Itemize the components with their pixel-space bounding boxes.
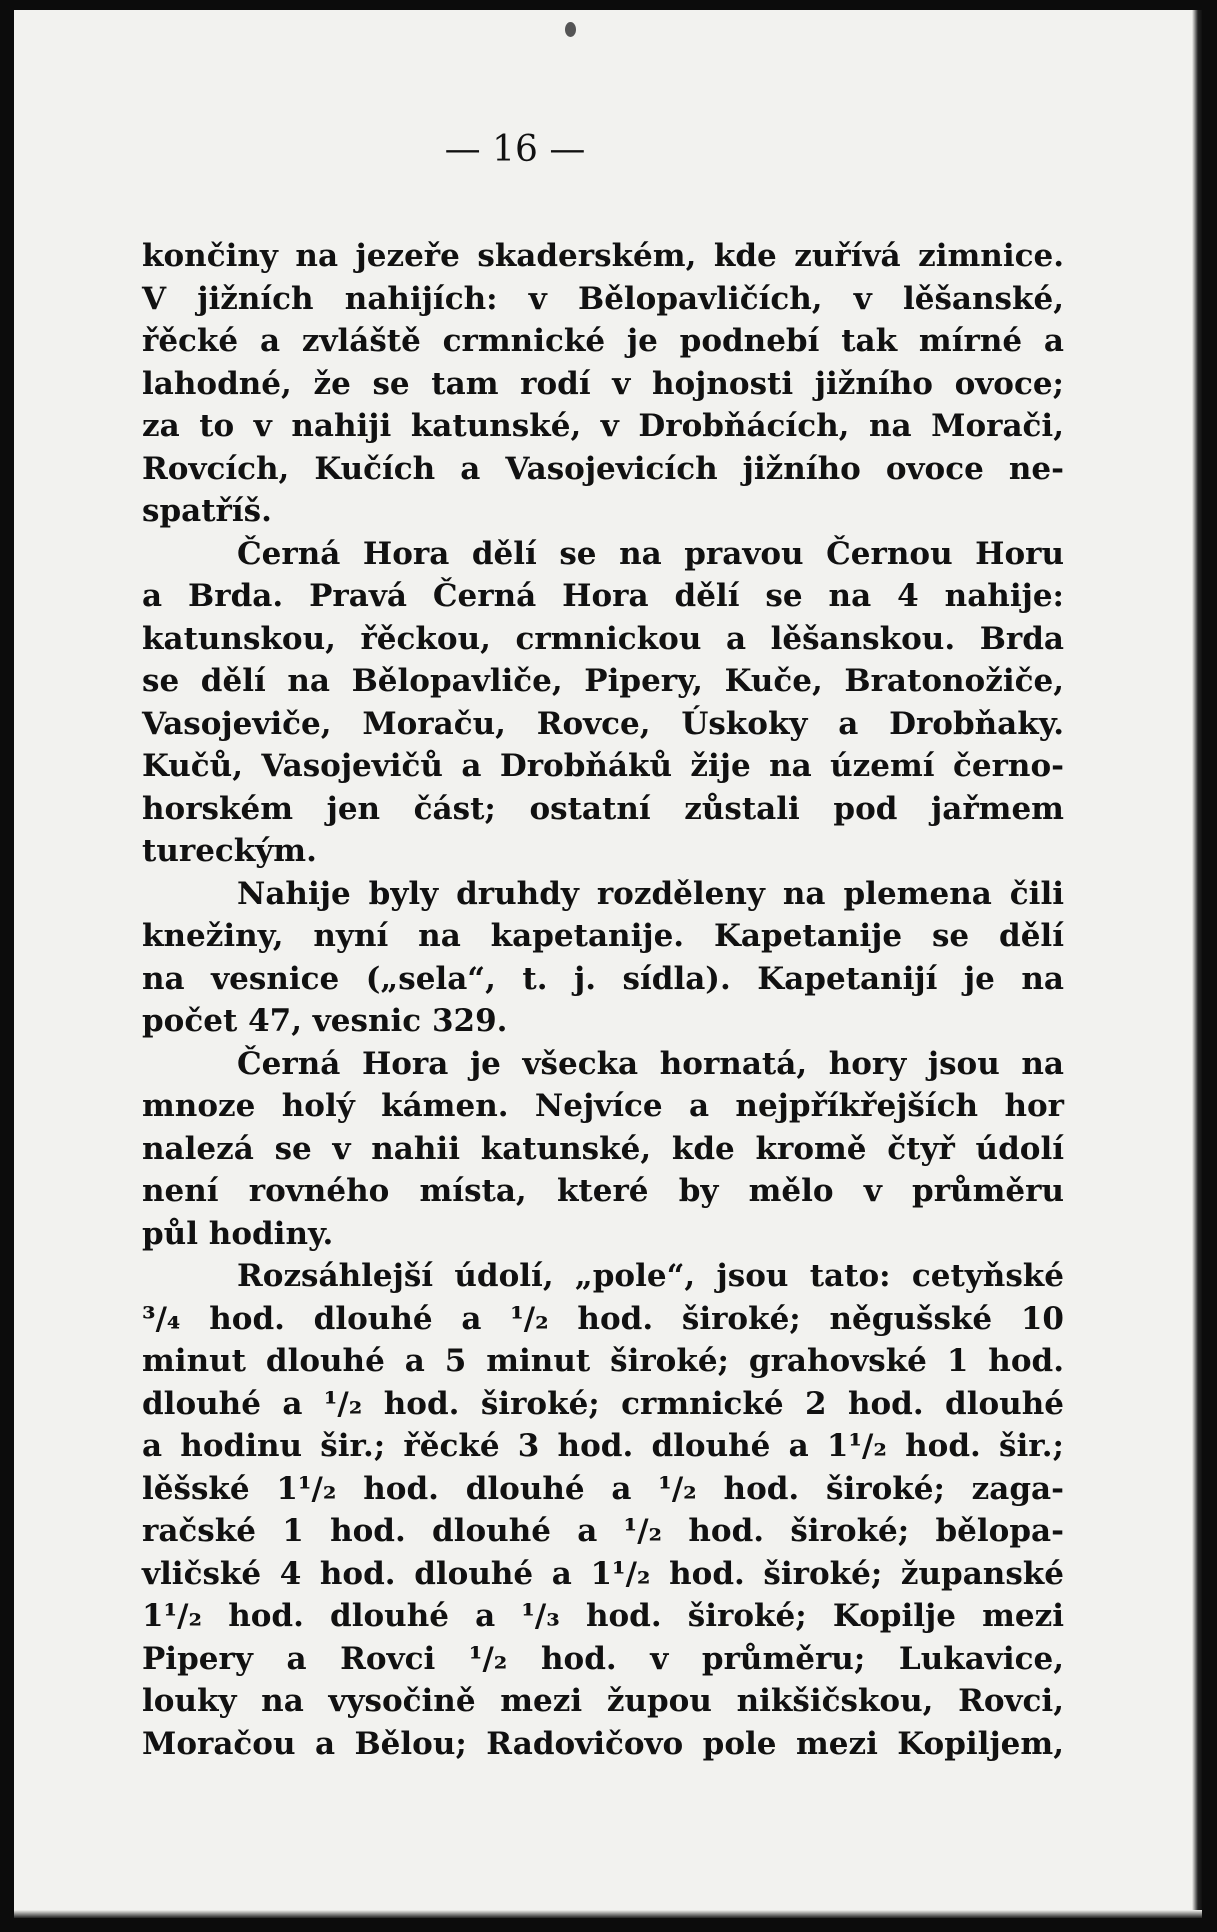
text-line: končiny na jezeře skaderském, kde zuřívá zimnice. [142, 238, 1064, 274]
text-line: Nahije byly druhdy rozděleny na plemena čili [237, 875, 1064, 912]
text-line: katunskou, řěckou, crmnickou a lěšanskou. Brda [142, 620, 1064, 657]
text-line: louky na vysočině mezi župou nikšičskou, Rovci, [142, 1683, 1064, 1719]
text-line: za to v nahiji katunské, v Drobňácích, na Morači, [142, 408, 1064, 444]
text-line: Černá Hora dělí se na pravou Černou Horu [237, 535, 1064, 572]
text-line: se dělí na Bělopavliče, Pipery, Kuče, Bratonožiče, [142, 663, 1064, 699]
text-line: V jižních nahijích: v Bělopavličích, v lěšanské, [142, 280, 1064, 317]
text-line: Rovcích, Kučích a Vasojevicích jižního ovoce ne- [142, 450, 1064, 487]
text-line: půl hodiny. [142, 1215, 334, 1252]
text-line: dlouhé a ¹/₂ hod. široké; crmnické 2 hod. dlouhé [142, 1385, 1064, 1422]
book-page [14, 10, 1202, 1918]
page-number: — 16 — [444, 129, 586, 170]
text-line: račské 1 hod. dlouhé a ¹/₂ hod. široké; bělopa- [142, 1513, 1064, 1549]
text-line: 1¹/₂ hod. dlouhé a ¹/₃ hod. široké; Kopilje mezi [142, 1598, 1064, 1634]
text-line: minut dlouhé a 5 minut široké; grahovské 1 hod. [142, 1343, 1064, 1379]
body-text [142, 235, 1064, 1765]
page-edge-shadow [1192, 10, 1202, 1918]
text-line: horském jen část; ostatní zůstali pod jařmem [142, 790, 1064, 827]
text-line: Vasojeviče, Moraču, Rovce, Úskoky a Drobňaky. [142, 705, 1064, 742]
text-line: a Brda. Pravá Černá Hora dělí se na 4 nahije: [142, 578, 1064, 614]
text-line: a hodinu šir.; řěcké 3 hod. dlouhé a 1¹/₂ hod. šir.; [142, 1428, 1064, 1464]
text-line: spatříš. [142, 493, 272, 529]
text-line: není rovného místa, které by mělo v průměru [142, 1173, 1064, 1209]
text-line: Černá Hora je všecka hornatá, hory jsou na [237, 1045, 1064, 1082]
text-line: vličské 4 hod. dlouhé a 1¹/₂ hod. široké; županské [142, 1555, 1064, 1592]
text-line: počet 47, vesnic 329. [142, 1003, 508, 1039]
text-line: na vesnice („sela“, t. j. sídla). Kapetanijí je na [142, 960, 1064, 997]
text-line: mnoze holý kámen. Nejvíce a nejpříkřejších hor [142, 1088, 1064, 1124]
text-line: Rozsáhlejší údolí, „pole“, jsou tato: cetyňské [237, 1258, 1064, 1294]
text-line: nalezá se v nahii katunské, kde kromě čtyř údolí [142, 1130, 1064, 1167]
ink-spot [565, 22, 576, 37]
page-bottom-shadow [14, 1910, 1202, 1918]
text-line: řěcké a zvláště crmnické je podnebí tak mírné a [142, 323, 1064, 359]
text-line: knežiny, nyní na kapetanije. Kapetanije se dělí [142, 918, 1064, 954]
text-line: Pipery a Rovci ¹/₂ hod. v průměru; Lukavice, [142, 1640, 1064, 1677]
text-line: tureckým. [142, 833, 317, 869]
text-line: ³/₄ hod. dlouhé a ¹/₂ hod. široké; něgušské 10 [142, 1300, 1064, 1337]
text-line: Moračou a Bělou; Radovičovo pole mezi Kopiljem, [142, 1725, 1064, 1762]
text-line: Kučů, Vasojevičů a Drobňáků žije na území černo- [142, 748, 1064, 784]
text-line: lahodné, že se tam rodí v hojnosti jižního ovoce; [142, 365, 1064, 402]
text-line: lěšské 1¹/₂ hod. dlouhé a ¹/₂ hod. široké; zaga- [142, 1470, 1064, 1507]
